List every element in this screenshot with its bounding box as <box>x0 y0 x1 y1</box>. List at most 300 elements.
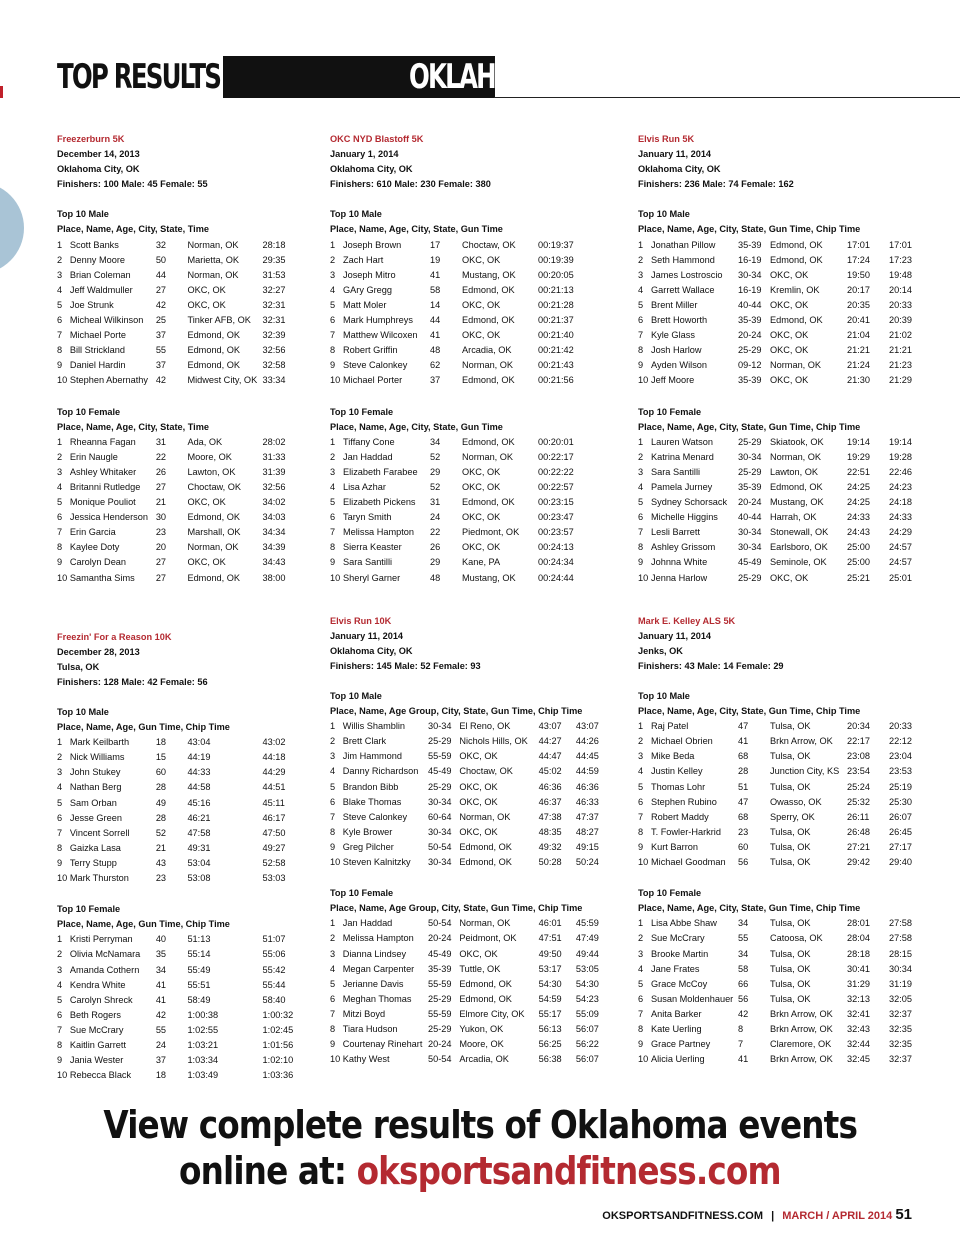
table-cell: 25:24 <box>847 781 870 792</box>
table-cell: 8 <box>330 345 336 356</box>
table-cell: Courtenay Rinehart <box>342 1039 423 1050</box>
table-cell: 17 <box>430 239 441 250</box>
header-rule <box>494 97 960 98</box>
table-cell: 35-39 <box>738 315 762 326</box>
event-title[interactable]: Freezerburn 5K <box>57 134 125 144</box>
table-cell: 44:19 <box>187 752 211 763</box>
table-row <box>638 268 938 283</box>
table-cell: 8 <box>57 542 63 553</box>
table-cell: Britanni Rutledge <box>69 481 141 492</box>
table-cell: 00:19:39 <box>538 254 574 265</box>
table-cell: Mustang, OK <box>770 497 824 508</box>
table-row <box>57 993 307 1008</box>
table-row <box>638 977 938 992</box>
table-cell: 8 <box>638 826 644 837</box>
table-cell: 5 <box>330 978 336 989</box>
table-cell: 49:50 <box>538 948 562 959</box>
table-cell: 27:21 <box>847 841 870 852</box>
table-cell: 25-29 <box>738 572 762 583</box>
table-cell: Brandon Bibb <box>342 781 399 792</box>
table-cell: Mustang, OK <box>462 269 516 280</box>
table-cell: 00:22:22 <box>538 466 574 477</box>
table-cell: 10 <box>57 572 68 583</box>
table-cell: 1:03:21 <box>187 1039 219 1050</box>
table-cell: Matt Moler <box>343 299 387 310</box>
table-cell: 41 <box>430 269 441 280</box>
table-row <box>638 916 938 931</box>
table-cell: Ayden Wilson <box>651 360 708 371</box>
table-cell: Brkn Arrow, OK <box>770 1008 833 1019</box>
event-title[interactable]: Mark E. Kelley ALS 5K <box>638 615 736 626</box>
table-cell: Tulsa, OK <box>770 978 811 989</box>
table-cell: Marshall, OK <box>187 527 241 538</box>
table-row <box>638 931 938 946</box>
table-row <box>638 719 938 734</box>
table-cell: 3 <box>57 466 63 477</box>
table-cell: 00:21:56 <box>538 375 574 386</box>
results-column-1 <box>57 132 307 1083</box>
table-cell: 22:51 <box>847 466 870 477</box>
table-cell: 6 <box>330 993 336 1004</box>
table-cell: 10 <box>330 1054 341 1065</box>
table-cell: 28:01 <box>847 918 870 929</box>
table-cell: 54:30 <box>575 978 599 989</box>
table-cell: 46:17 <box>262 812 286 823</box>
table-cell: 4 <box>330 963 336 974</box>
table-row <box>57 856 307 871</box>
table-cell: 42 <box>738 1008 749 1019</box>
table-cell: Jonathan Pillow <box>651 239 716 250</box>
table-cell: 1 <box>57 436 63 447</box>
section-label: Top 10 Male <box>638 691 690 701</box>
table-cell: Robert Griffin <box>343 345 398 356</box>
table-cell: Samantha Sims <box>69 572 135 583</box>
table-cell: 54:59 <box>538 993 562 1004</box>
table-cell: 16-19 <box>738 284 762 295</box>
table-cell: 00:21:42 <box>538 345 574 356</box>
table-cell: 44:26 <box>575 736 599 747</box>
table-cell: 2 <box>57 451 63 462</box>
table-cell: 22:46 <box>889 466 912 477</box>
table-cell: T. Fowler-Harkrid <box>651 826 721 837</box>
table-cell: Justin Kelley <box>651 766 703 777</box>
table-cell: Yukon, OK <box>459 1023 504 1034</box>
table-cell: 6 <box>330 512 336 523</box>
table-cell: 24 <box>155 1039 167 1050</box>
section-label: Top 10 Female <box>330 406 394 417</box>
event-date: January 11, 2014 <box>638 149 712 160</box>
table-row <box>638 358 938 373</box>
table-cell: Ashley Whitaker <box>69 466 137 477</box>
table-cell: Nick Williams <box>69 752 125 763</box>
table-cell: 53:03 <box>262 873 286 884</box>
table-row <box>57 313 307 328</box>
table-cell: Brkn Arrow, OK <box>770 1054 833 1065</box>
table-row <box>57 1023 307 1038</box>
table-cell: 56:07 <box>575 1023 599 1034</box>
table-cell: 25:00 <box>847 557 870 568</box>
table-cell: James Lostroscio <box>651 269 723 280</box>
table-cell: 2 <box>330 451 336 462</box>
table-cell: Nichols Hills, OK <box>459 736 528 747</box>
table-cell: 9 <box>57 1055 63 1066</box>
table-cell: Edmond, OK <box>187 360 241 371</box>
table-cell: Tulsa, OK <box>770 751 811 762</box>
table-cell: 24:18 <box>889 497 912 508</box>
table-cell: 32:41 <box>847 1008 870 1019</box>
table-cell: 26:07 <box>889 811 912 822</box>
table-cell: 50 <box>155 254 167 265</box>
table-cell: 14 <box>430 299 441 310</box>
table-cell: 00:24:44 <box>538 572 574 583</box>
section-columns: Place, Name, Age, City, State, Gun Time <box>330 421 503 432</box>
table-cell: 5 <box>57 797 63 808</box>
table-cell: Tulsa, OK <box>770 993 811 1004</box>
table-cell: 31:53 <box>262 269 286 280</box>
table-cell: 8 <box>638 542 644 553</box>
table-cell: 9 <box>57 360 63 371</box>
table-cell: 29:42 <box>847 857 870 868</box>
table-cell: 35-39 <box>738 481 762 492</box>
table-cell: 34:43 <box>262 557 286 568</box>
table-cell: 45:16 <box>187 797 211 808</box>
table-cell: 7 <box>330 811 336 822</box>
table-cell: OKC, OK <box>187 557 226 568</box>
table-row <box>638 780 938 795</box>
table-cell: 34:02 <box>262 497 286 508</box>
table-cell: 44:51 <box>262 782 286 793</box>
table-row <box>57 298 307 313</box>
table-cell: 24:33 <box>847 512 870 523</box>
table-cell: 25-29 <box>427 736 452 747</box>
table-row <box>638 795 938 810</box>
table-cell: 45-49 <box>427 948 452 959</box>
section-label: Top 10 Female <box>330 888 394 899</box>
table-row <box>57 765 307 780</box>
table-cell: 00:22:57 <box>538 481 574 492</box>
table-cell: Mark Thurston <box>69 873 129 884</box>
table-row <box>638 328 938 343</box>
table-cell: Norman, OK <box>462 451 514 462</box>
table-row <box>57 555 307 570</box>
table-cell: 26:48 <box>847 826 870 837</box>
table-cell: 30 <box>155 512 167 523</box>
table-cell: Edmond, OK <box>770 315 823 326</box>
table-cell: 30:41 <box>847 963 870 974</box>
table-cell: 43 <box>155 857 167 868</box>
table-cell: 47:51 <box>538 933 562 944</box>
table-cell: Jan Haddad <box>342 918 393 929</box>
table-cell: 9 <box>330 841 336 852</box>
table-cell: 30-34 <box>738 269 762 280</box>
table-cell: 43:07 <box>538 721 562 732</box>
table-row <box>57 480 307 495</box>
table-row <box>330 825 620 840</box>
table-cell: 30-34 <box>427 857 452 868</box>
table-cell: 10 <box>57 1070 68 1081</box>
table-cell: 26:45 <box>889 826 912 837</box>
table-cell: Rebecca Black <box>69 1070 132 1081</box>
table-cell: 55:17 <box>538 1008 562 1019</box>
table-cell: Edmond, OK <box>462 284 515 295</box>
table-cell: Tulsa, OK <box>770 841 811 852</box>
table-row <box>330 977 620 992</box>
table-cell: 19:28 <box>889 451 912 462</box>
table-cell: Tiffany Cone <box>343 436 395 447</box>
table-row <box>330 780 620 795</box>
table-row <box>57 525 307 540</box>
table-row <box>57 750 307 765</box>
table-cell: 5 <box>638 299 644 310</box>
page-header <box>57 56 657 98</box>
table-cell: Kate Uerling <box>651 1023 702 1034</box>
table-cell: 3 <box>330 269 336 280</box>
table-cell: 32:31 <box>262 315 286 326</box>
table-cell: Norman, OK <box>187 542 239 553</box>
table-cell: Susan Moldenhauer <box>651 993 734 1004</box>
table-cell: 32:56 <box>262 345 286 356</box>
results-column-2 <box>330 132 620 1067</box>
table-cell: 1:02:10 <box>262 1055 294 1066</box>
table-row <box>638 298 938 313</box>
table-cell: Katrina Menard <box>651 451 714 462</box>
table-row <box>638 555 938 570</box>
table-cell: OKC, OK <box>462 512 501 523</box>
table-cell: 45:11 <box>262 797 285 808</box>
event-title[interactable]: Elvis Run 10K <box>330 615 392 626</box>
table-cell: Jane Frates <box>651 963 700 974</box>
table-cell: 00:22:17 <box>538 451 574 462</box>
table-cell: 56:22 <box>575 1039 599 1050</box>
table-cell: 17:24 <box>847 254 870 265</box>
table-cell: 9 <box>57 857 63 868</box>
event-finishers: Finishers: 610 Male: 230 Female: 380 <box>330 179 491 190</box>
table-cell: Jim Hammond <box>342 751 402 762</box>
table-row <box>638 810 938 825</box>
table-cell: 58:49 <box>187 994 211 1005</box>
table-row <box>57 780 307 795</box>
table-cell: Ada, OK <box>187 436 223 447</box>
cta-url-link[interactable]: oksportsandfitness.com <box>356 1149 781 1193</box>
event-block <box>57 132 307 586</box>
section-label: Top 10 Male <box>330 691 382 701</box>
table-cell: 4 <box>57 284 63 295</box>
table-cell: 40-44 <box>738 299 762 310</box>
table-cell: 00:24:34 <box>538 557 574 568</box>
table-cell: Stephen Rubino <box>651 796 717 807</box>
table-cell: 10 <box>330 572 341 583</box>
table-cell: 7 <box>57 527 63 538</box>
table-row <box>57 947 307 962</box>
table-cell: 7 <box>638 1008 644 1019</box>
table-row <box>57 1038 307 1053</box>
table-cell: 3 <box>330 466 336 477</box>
section-label: Top 10 Female <box>57 904 121 915</box>
table-cell: Raj Patel <box>651 721 689 732</box>
table-cell: 35-39 <box>427 963 452 974</box>
table-cell: 21:24 <box>847 360 870 371</box>
table-cell: 50-54 <box>427 918 452 929</box>
table-row <box>330 719 620 734</box>
table-cell: 32:37 <box>889 1008 912 1019</box>
table-cell: GAry Gregg <box>343 284 393 295</box>
table-cell: Jerianne Davis <box>342 978 404 989</box>
table-cell: 41 <box>430 330 441 341</box>
event-title[interactable]: Freezin' For a Reason 10K <box>57 631 172 642</box>
table-cell: 26 <box>155 466 167 477</box>
table-cell: 30-34 <box>738 527 762 538</box>
table-cell: 52 <box>430 481 441 492</box>
table-cell: Terry Stupp <box>69 857 117 868</box>
table-cell: 6 <box>638 796 644 807</box>
table-row <box>57 978 307 993</box>
table-cell: 28:18 <box>847 948 870 959</box>
table-cell: Norman, OK <box>462 360 514 371</box>
table-cell: Edmond, OK <box>459 978 512 989</box>
table-cell: 26 <box>430 542 441 553</box>
table-cell: 5 <box>57 299 63 310</box>
table-cell: 23:53 <box>889 766 912 777</box>
table-cell: 3 <box>638 751 644 762</box>
table-row <box>330 810 620 825</box>
cta-line-1 <box>0 1102 960 1148</box>
table-cell: 55:09 <box>575 1008 599 1019</box>
table-cell: Kathy West <box>342 1054 390 1065</box>
table-cell: 20:35 <box>847 299 870 310</box>
table-cell: 32:56 <box>262 481 286 492</box>
table-row <box>57 1068 307 1083</box>
table-cell: 8 <box>330 1023 336 1034</box>
table-cell: Kane, PA <box>462 557 501 568</box>
table-cell: 41 <box>155 994 167 1005</box>
table-cell: Bill Strickland <box>69 345 125 356</box>
table-cell: 28:15 <box>889 948 912 959</box>
table-row <box>330 555 620 570</box>
table-cell: 3 <box>638 466 644 477</box>
table-cell: Kyle Brower <box>342 826 393 837</box>
table-cell: 00:21:43 <box>538 360 574 371</box>
table-row <box>57 932 307 947</box>
table-cell: 8 <box>57 1039 63 1050</box>
table-cell: 3 <box>638 948 644 959</box>
table-cell: OKC, OK <box>187 299 226 310</box>
event-finishers: Finishers: 43 Male: 14 Female: 29 <box>638 660 784 671</box>
table-cell: Seth Hammond <box>651 254 715 265</box>
table-cell: 37 <box>155 1055 167 1066</box>
footer-site: OKSPORTSANDFITNESS.COM <box>602 1210 764 1222</box>
table-cell: 4 <box>638 481 644 492</box>
table-cell: Jania Wester <box>69 1055 124 1066</box>
table-cell: OKC, OK <box>462 466 501 477</box>
event-location: Jenks, OK <box>638 645 683 656</box>
table-row <box>57 963 307 978</box>
results-section <box>638 886 938 1067</box>
table-cell: 32:45 <box>847 1054 870 1065</box>
table-cell: 37 <box>430 375 441 386</box>
table-cell: Sheryl Garner <box>343 572 401 583</box>
table-cell: 2 <box>57 254 63 265</box>
table-cell: Lawton, OK <box>187 466 236 477</box>
table-cell: Olivia McNamara <box>69 949 141 960</box>
table-cell: 23 <box>155 873 167 884</box>
table-cell: Lauren Watson <box>651 436 713 447</box>
table-row <box>638 495 938 510</box>
table-cell: 4 <box>57 481 63 492</box>
table-cell: Tulsa, OK <box>770 948 811 959</box>
table-cell: 2 <box>638 254 644 265</box>
table-cell: 42 <box>155 375 167 386</box>
red-margin-tick <box>0 86 3 98</box>
table-cell: 6 <box>57 315 63 326</box>
table-cell: 56 <box>738 993 749 1004</box>
table-cell: 24:25 <box>847 497 870 508</box>
table-cell: Jessica Henderson <box>69 512 148 523</box>
table-cell: 24:23 <box>889 481 912 492</box>
table-cell: Garrett Wallace <box>651 284 715 295</box>
section-columns: Place, Name, Age Group, City, State, Gun Time, Chip Time <box>330 903 583 914</box>
table-cell: 19:50 <box>847 269 870 280</box>
table-cell: 20:14 <box>889 284 912 295</box>
table-cell: Brooke Martin <box>651 948 709 959</box>
table-cell: OKC, OK <box>462 330 501 341</box>
table-cell: 7 <box>57 827 63 838</box>
table-cell: Zach Hart <box>343 254 384 265</box>
table-cell: 19:14 <box>889 436 912 447</box>
table-cell: 50-54 <box>427 1054 452 1065</box>
table-row <box>330 313 620 328</box>
table-cell: 54:23 <box>575 993 599 1004</box>
table-cell: 20-24 <box>427 933 452 944</box>
table-cell: 53:04 <box>187 857 211 868</box>
table-cell: 25-29 <box>738 466 762 477</box>
table-cell: 51 <box>738 781 749 792</box>
table-cell: Willis Shamblin <box>342 721 406 732</box>
table-cell: Edmond, OK <box>462 436 515 447</box>
table-cell: 56:07 <box>575 1054 599 1065</box>
table-row <box>57 238 307 253</box>
table-row <box>330 465 620 480</box>
table-cell: 20-24 <box>427 1039 452 1050</box>
table-cell: 20:17 <box>847 284 870 295</box>
table-cell: OKC, OK <box>462 299 501 310</box>
table-cell: 7 <box>330 1008 336 1019</box>
table-cell: Edmond, OK <box>462 315 515 326</box>
table-cell: 24:25 <box>847 481 870 492</box>
table-cell: 9 <box>638 841 644 852</box>
event-title[interactable]: OKC NYD Blastoff 5K <box>330 134 424 144</box>
cta-text: View complete results of Oklahoma events <box>103 1103 857 1147</box>
table-cell: Michael Obrien <box>651 736 713 747</box>
section-label: Top 10 Male <box>330 209 382 220</box>
table-row <box>330 795 620 810</box>
table-row <box>638 1037 938 1052</box>
event-block <box>330 132 620 586</box>
table-cell: 47:37 <box>575 811 599 822</box>
table-cell: 60-64 <box>427 811 452 822</box>
table-row <box>330 1052 620 1067</box>
event-title[interactable]: Elvis Run 5K <box>638 134 695 144</box>
table-cell: Sperry, OK <box>770 811 815 822</box>
table-cell: Anita Barker <box>651 1008 702 1019</box>
table-cell: Carolyn Shreck <box>69 994 133 1005</box>
table-row <box>638 238 938 253</box>
table-cell: 24:57 <box>889 557 912 568</box>
table-cell: OKC, OK <box>770 572 809 583</box>
table-cell: Skiatook, OK <box>770 436 824 447</box>
table-cell: 28:18 <box>262 239 286 250</box>
table-cell: Mark Humphreys <box>343 315 413 326</box>
table-row <box>330 1022 620 1037</box>
